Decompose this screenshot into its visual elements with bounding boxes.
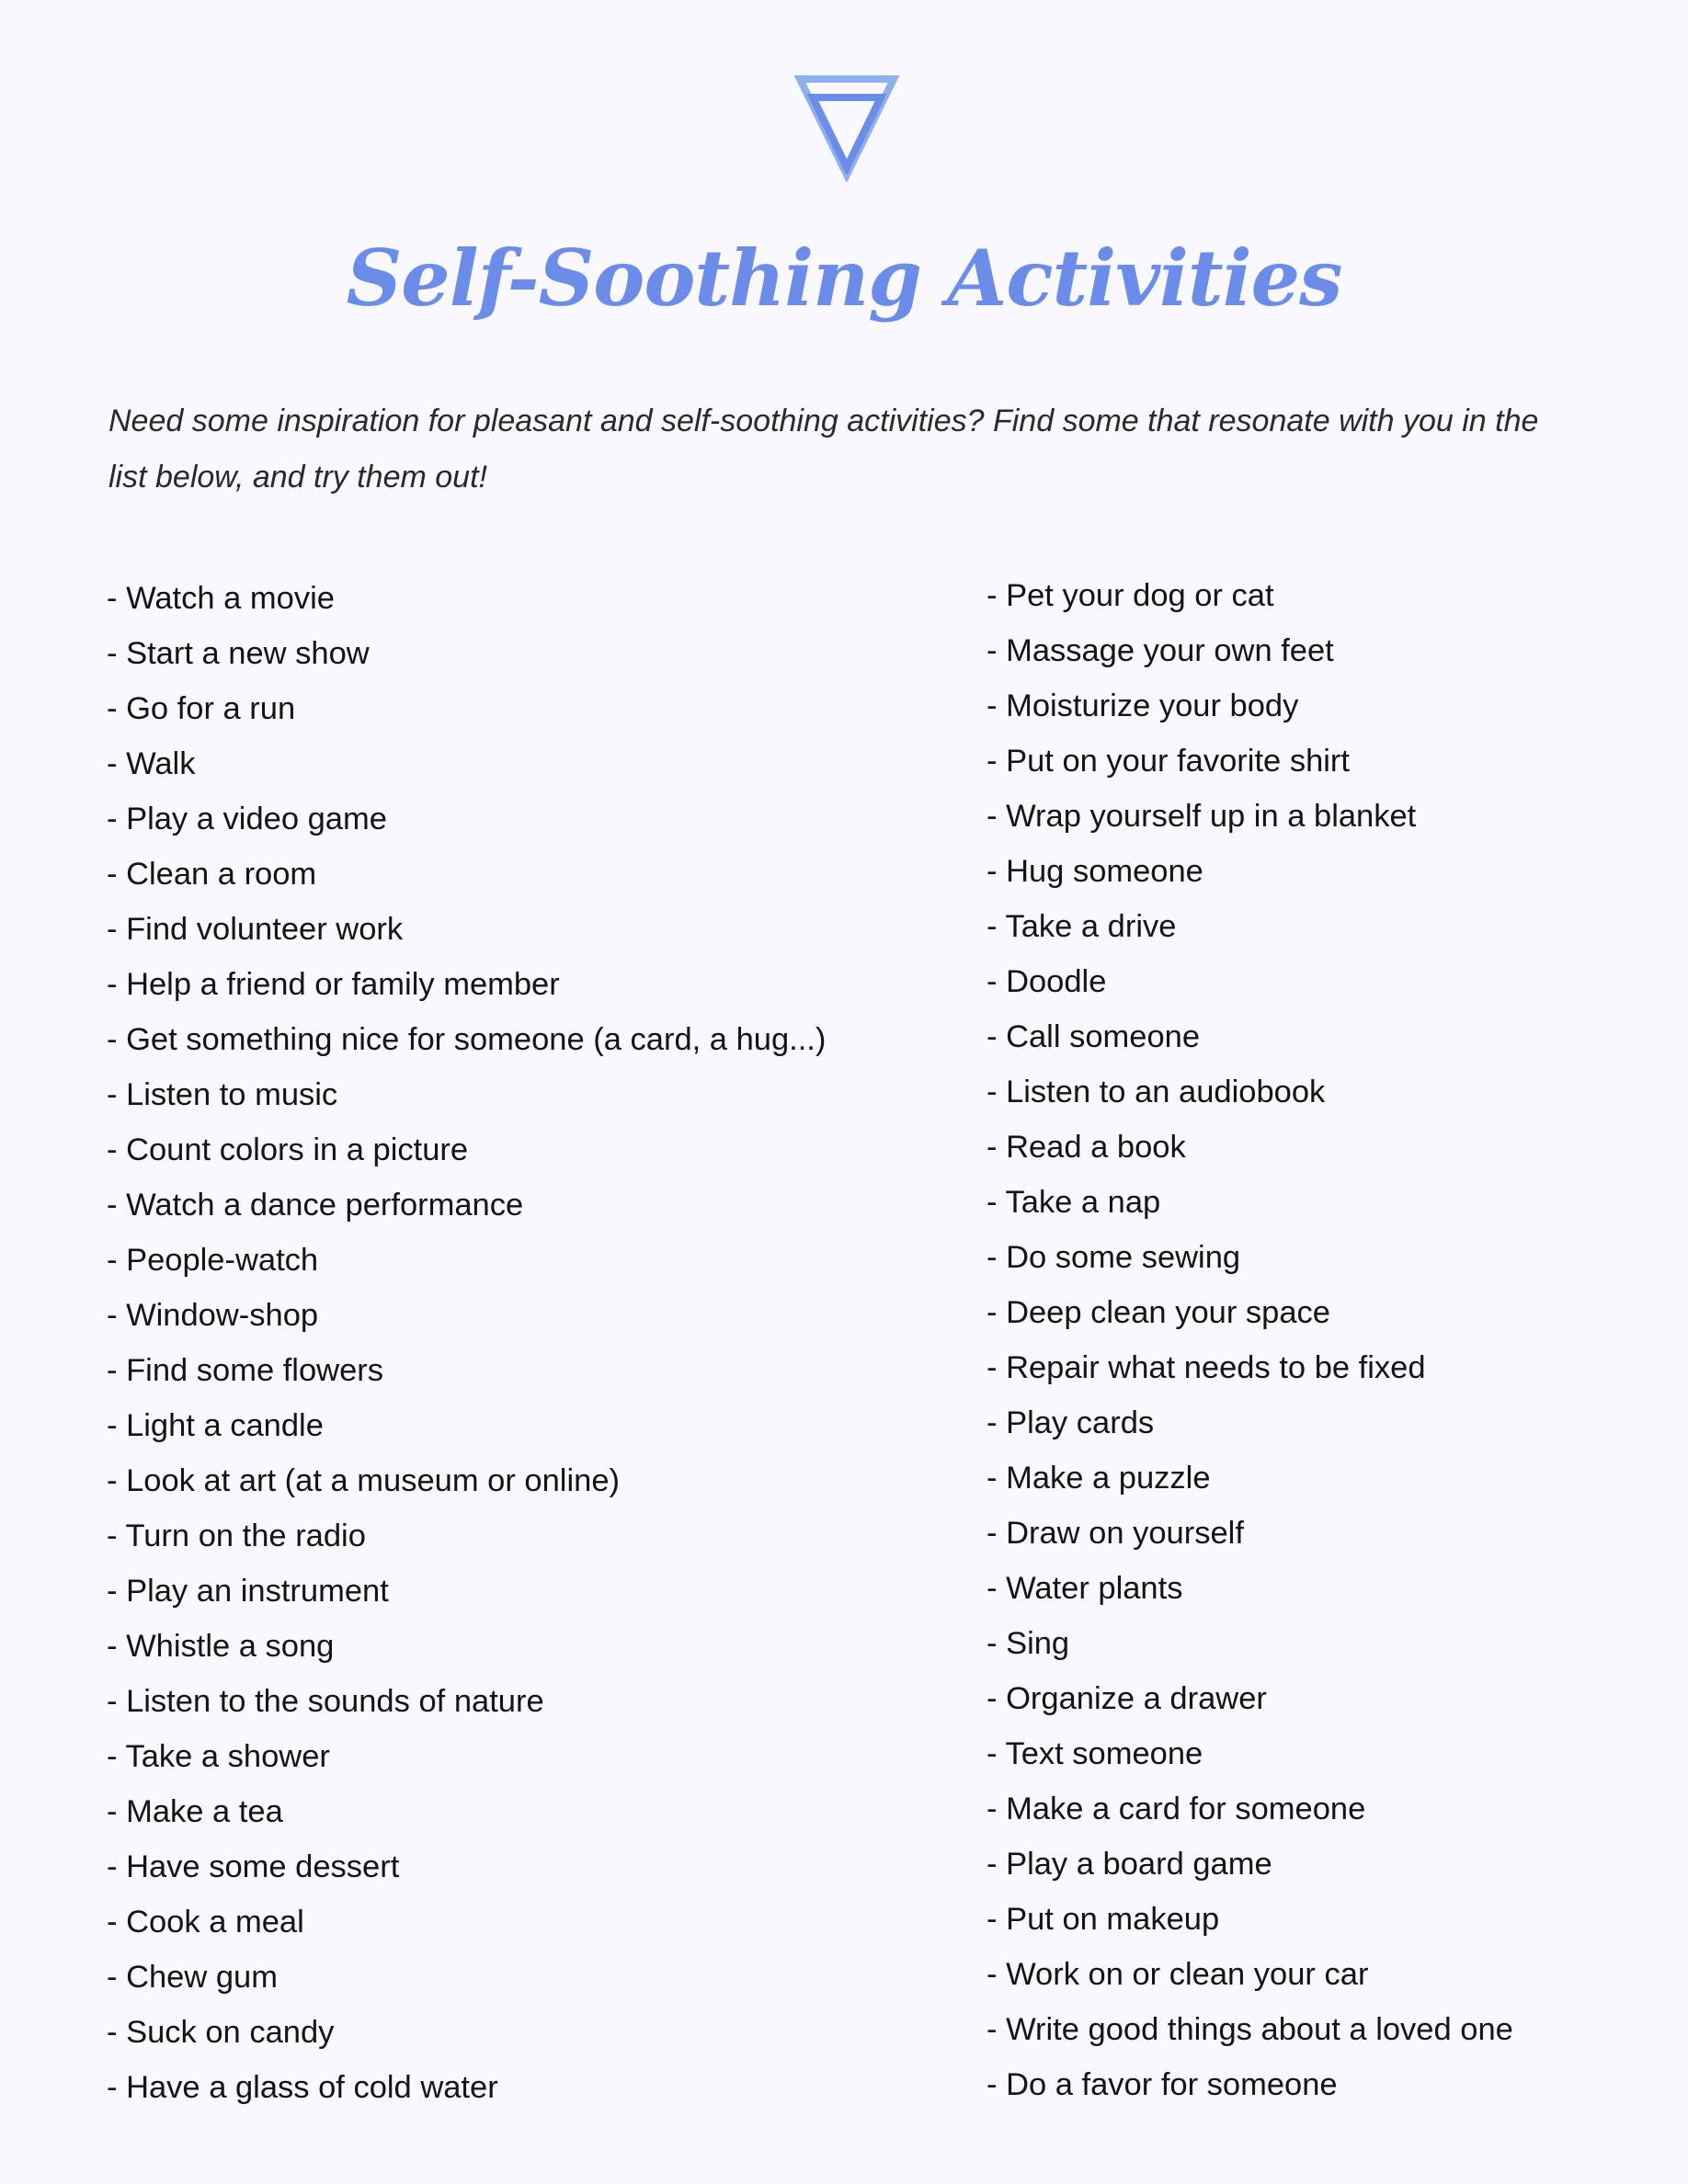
list-item: - Sing — [987, 1626, 1070, 1661]
list-item: - Deep clean your space — [987, 1295, 1330, 1330]
list-item: - Water plants — [987, 1571, 1183, 1606]
list-item: - Help a friend or family member — [107, 967, 560, 1002]
list-item: - Repair what needs to be fixed — [987, 1350, 1426, 1385]
activity-list-right — [987, 568, 1513, 2112]
list-item: - Put on makeup — [987, 1902, 1220, 1937]
list-item: - Start a new show — [107, 636, 370, 671]
list-item: - Listen to music — [107, 1077, 338, 1112]
list-item: - Work on or clean your car — [987, 1957, 1369, 1992]
list-item: - Play an instrument — [107, 1574, 389, 1609]
list-item: - Take a nap — [987, 1185, 1161, 1220]
list-item: - Find some flowers — [107, 1353, 383, 1388]
list-item: - Listen to an audiobook — [987, 1075, 1326, 1109]
list-item: - Write good things about a loved one — [987, 2012, 1513, 2047]
list-item: - People-watch — [107, 1243, 319, 1278]
list-item: - Massage your own feet — [987, 633, 1334, 668]
list-item: - Play cards — [987, 1405, 1155, 1440]
list-item: - Draw on yourself — [987, 1516, 1244, 1551]
list-item: - Make a puzzle — [987, 1461, 1211, 1496]
list-item: - Suck on candy — [107, 2015, 335, 2050]
list-item: - Make a tea — [107, 1794, 283, 1829]
list-item: - Find volunteer work — [107, 912, 404, 947]
list-item: - Have a glass of cold water — [107, 2070, 498, 2105]
list-item: - Turn on the radio — [107, 1519, 366, 1553]
list-item: - Hug someone — [987, 854, 1203, 889]
list-item: - Listen to the sounds of nature — [107, 1684, 544, 1719]
list-item: - Take a drive — [987, 909, 1177, 944]
list-item: - Watch a movie — [107, 581, 335, 616]
list-item: - Doodle — [987, 964, 1107, 999]
activity-list-left — [107, 571, 826, 2115]
list-item: - Play a board game — [987, 1847, 1272, 1882]
intro-text: Need some inspiration for pleasant and self-soothing activities? Find some that resonate with you in the list below, and try them out! — [108, 404, 1539, 495]
list-item: - Look at art (at a museum or online) — [107, 1463, 620, 1498]
list-item: - Walk — [107, 746, 196, 781]
list-item: - Count colors in a picture — [107, 1132, 469, 1167]
list-item: - Go for a run — [107, 691, 296, 726]
list-item: - Make a card for someone — [987, 1792, 1366, 1826]
list-item: - Take a shower — [107, 1739, 330, 1774]
list-item: - Do some sewing — [987, 1240, 1241, 1275]
list-item: - Whistle a song — [107, 1629, 335, 1664]
list-item: - Put on your favorite shirt — [987, 744, 1350, 779]
list-item: - Play a video game — [107, 802, 387, 836]
list-item: - Watch a dance performance — [107, 1188, 524, 1223]
list-item: - Cook a meal — [107, 1905, 304, 1939]
page-title: Self-Soothing Activities — [346, 233, 1342, 324]
list-item: - Do a favor for someone — [987, 2067, 1338, 2102]
list-item: - Wrap yourself up in a blanket — [987, 799, 1417, 834]
list-item: - Call someone — [987, 1019, 1201, 1054]
list-item: - Chew gum — [107, 1960, 278, 1995]
double-triangle-icon — [793, 74, 901, 182]
list-item: - Have some dessert — [107, 1849, 400, 1884]
list-item: - Pet your dog or cat — [987, 578, 1274, 613]
list-item: - Organize a drawer — [987, 1681, 1267, 1716]
list-item: - Get something nice for someone (a card, a hug...) — [107, 1022, 827, 1057]
list-item: - Light a candle — [107, 1408, 324, 1443]
list-item: - Moisturize your body — [987, 688, 1299, 723]
list-item: - Read a book — [987, 1130, 1186, 1165]
list-item: - Window-shop — [107, 1298, 319, 1333]
list-item: - Clean a room — [107, 857, 317, 892]
list-item: - Text someone — [987, 1736, 1203, 1771]
